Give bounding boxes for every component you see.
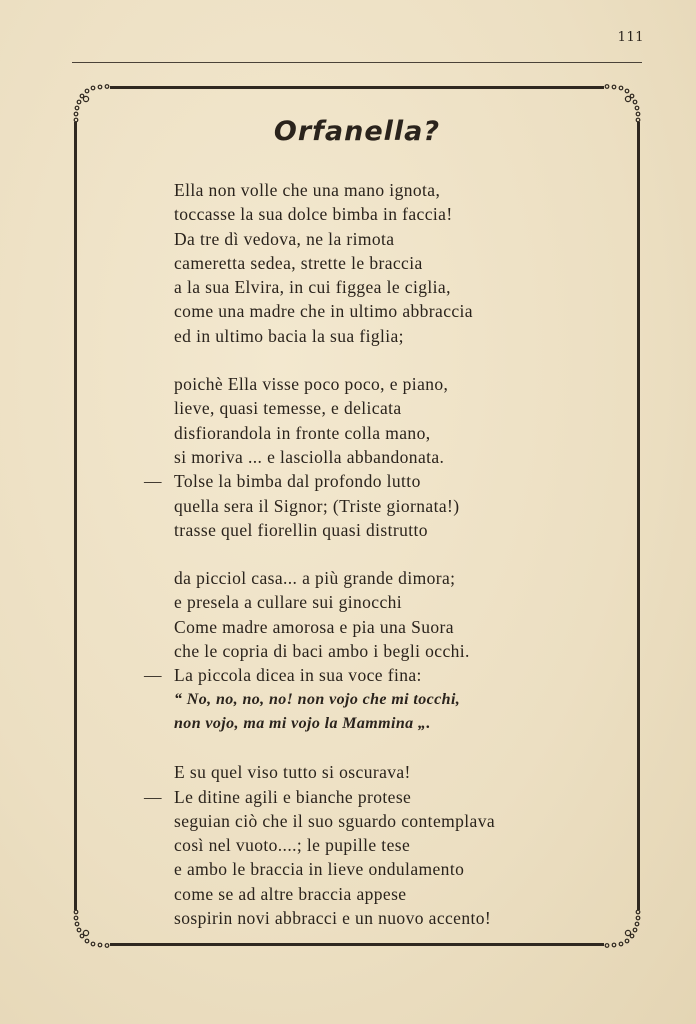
poem-line-text: toccasse la sua dolce bimba in faccia! [174, 204, 453, 225]
poem-line-text: “ No, no, no, no! non vojo che mi tocchi, [174, 690, 461, 708]
em-dash-marker: — [144, 786, 162, 807]
stanza-gap [174, 736, 614, 760]
poem-line [174, 688, 614, 712]
stanza-gap [174, 348, 614, 372]
poem-line-text: ed in ultimo bacia la sua figlia; [174, 325, 404, 346]
poem-line [174, 251, 614, 275]
poem-line [174, 445, 614, 469]
poem-line-text: Da tre dì vedova, ne la rimota [174, 228, 395, 249]
poem-line [174, 227, 614, 251]
poem-line-text: a la sua Elvira, in cui figgea le ciglia, [174, 277, 451, 298]
poem-line [174, 639, 614, 663]
poem-line [144, 469, 614, 493]
poem-line-text: e presela a cullare sui ginocchi [174, 592, 403, 613]
poem-line-text: quella sera il Signor; (Triste giornata!) [174, 495, 460, 516]
poem-line [174, 421, 614, 445]
poem-line [174, 372, 614, 396]
poem-line-text: non vojo, ma mi vojo la Mammina „. [174, 714, 431, 732]
poem-line-text: come se ad altre braccia appese [174, 883, 407, 904]
stanza [144, 760, 614, 930]
header-rule [72, 62, 642, 63]
stanza-gap [174, 542, 614, 566]
poem-line-text: e ambo le braccia in lieve ondulamento [174, 859, 465, 880]
poem-body [144, 178, 614, 930]
frame-border-left [74, 122, 77, 910]
poem-line-text: lieve, quasi temesse, e delicata [174, 398, 402, 419]
poem-line [174, 615, 614, 639]
em-dash-marker: — [144, 471, 162, 492]
poem-line [174, 760, 614, 784]
poem-line [144, 663, 614, 687]
page-number: 111 [617, 30, 644, 45]
poem-line-text: trasse quel fiorellin quasi distrutto [174, 519, 428, 540]
poem-line [174, 882, 614, 906]
poem-line [174, 202, 614, 226]
poem-line-text: La piccola dicea in sua voce fina: [174, 665, 422, 686]
poem-line-text: da picciol casa... a più grande dimora; [174, 568, 456, 589]
poem-line-text: come una madre che in ultimo abbraccia [174, 301, 473, 322]
poem-line [174, 178, 614, 202]
poem-title: Orfanella? [273, 116, 441, 147]
poem-line [174, 833, 614, 857]
stanza [174, 178, 614, 348]
poem-line [144, 785, 614, 809]
poem-line [174, 566, 614, 590]
poem-line [174, 494, 614, 518]
poem-line-text: Tolse la bimba dal profondo lutto [174, 471, 421, 492]
poem-line-text: seguian ciò che il suo sguardo contemplava [174, 810, 496, 831]
poem-line [174, 712, 614, 736]
poem-line [174, 518, 614, 542]
poem-line [174, 590, 614, 614]
poem-line [174, 906, 614, 930]
poem-line [174, 324, 614, 348]
poem-line-text: Come madre amorosa e pia una Suora [174, 616, 454, 637]
poem-line-text: poichè Ella visse poco poco, e piano, [174, 374, 449, 395]
poem-line-text: E su quel viso tutto si oscurava! [174, 762, 411, 783]
poem-line [174, 275, 614, 299]
poem-line-text: si moriva ... e lasciolla abbandonata. [174, 446, 445, 467]
em-dash-marker: — [144, 665, 162, 686]
frame-border-top [110, 86, 604, 89]
poem-line-text: sospirin novi abbracci e un nuovo accento! [174, 908, 492, 929]
poem-line-text: che le copria di baci ambo i begli occhi. [174, 641, 470, 662]
poem-line [174, 396, 614, 420]
frame-border-bottom [110, 943, 604, 946]
poem-line-text: così nel vuoto....; le pupille tese [174, 835, 411, 856]
stanza [144, 372, 614, 542]
frame-border-right [637, 122, 640, 910]
poem-line [174, 299, 614, 323]
poem-line [174, 809, 614, 833]
poem-line [174, 857, 614, 881]
poem-line-text: cameretta sedea, strette le braccia [174, 252, 423, 273]
poem-line-text: Le ditine agili e bianche protese [174, 786, 412, 807]
frame-corner-ornament [72, 908, 112, 948]
poem-line-text: disfiorandola in fronte colla mano, [174, 422, 431, 443]
stanza [144, 566, 614, 736]
poem-line-text: Ella non volle che una mano ignota, [174, 180, 441, 200]
